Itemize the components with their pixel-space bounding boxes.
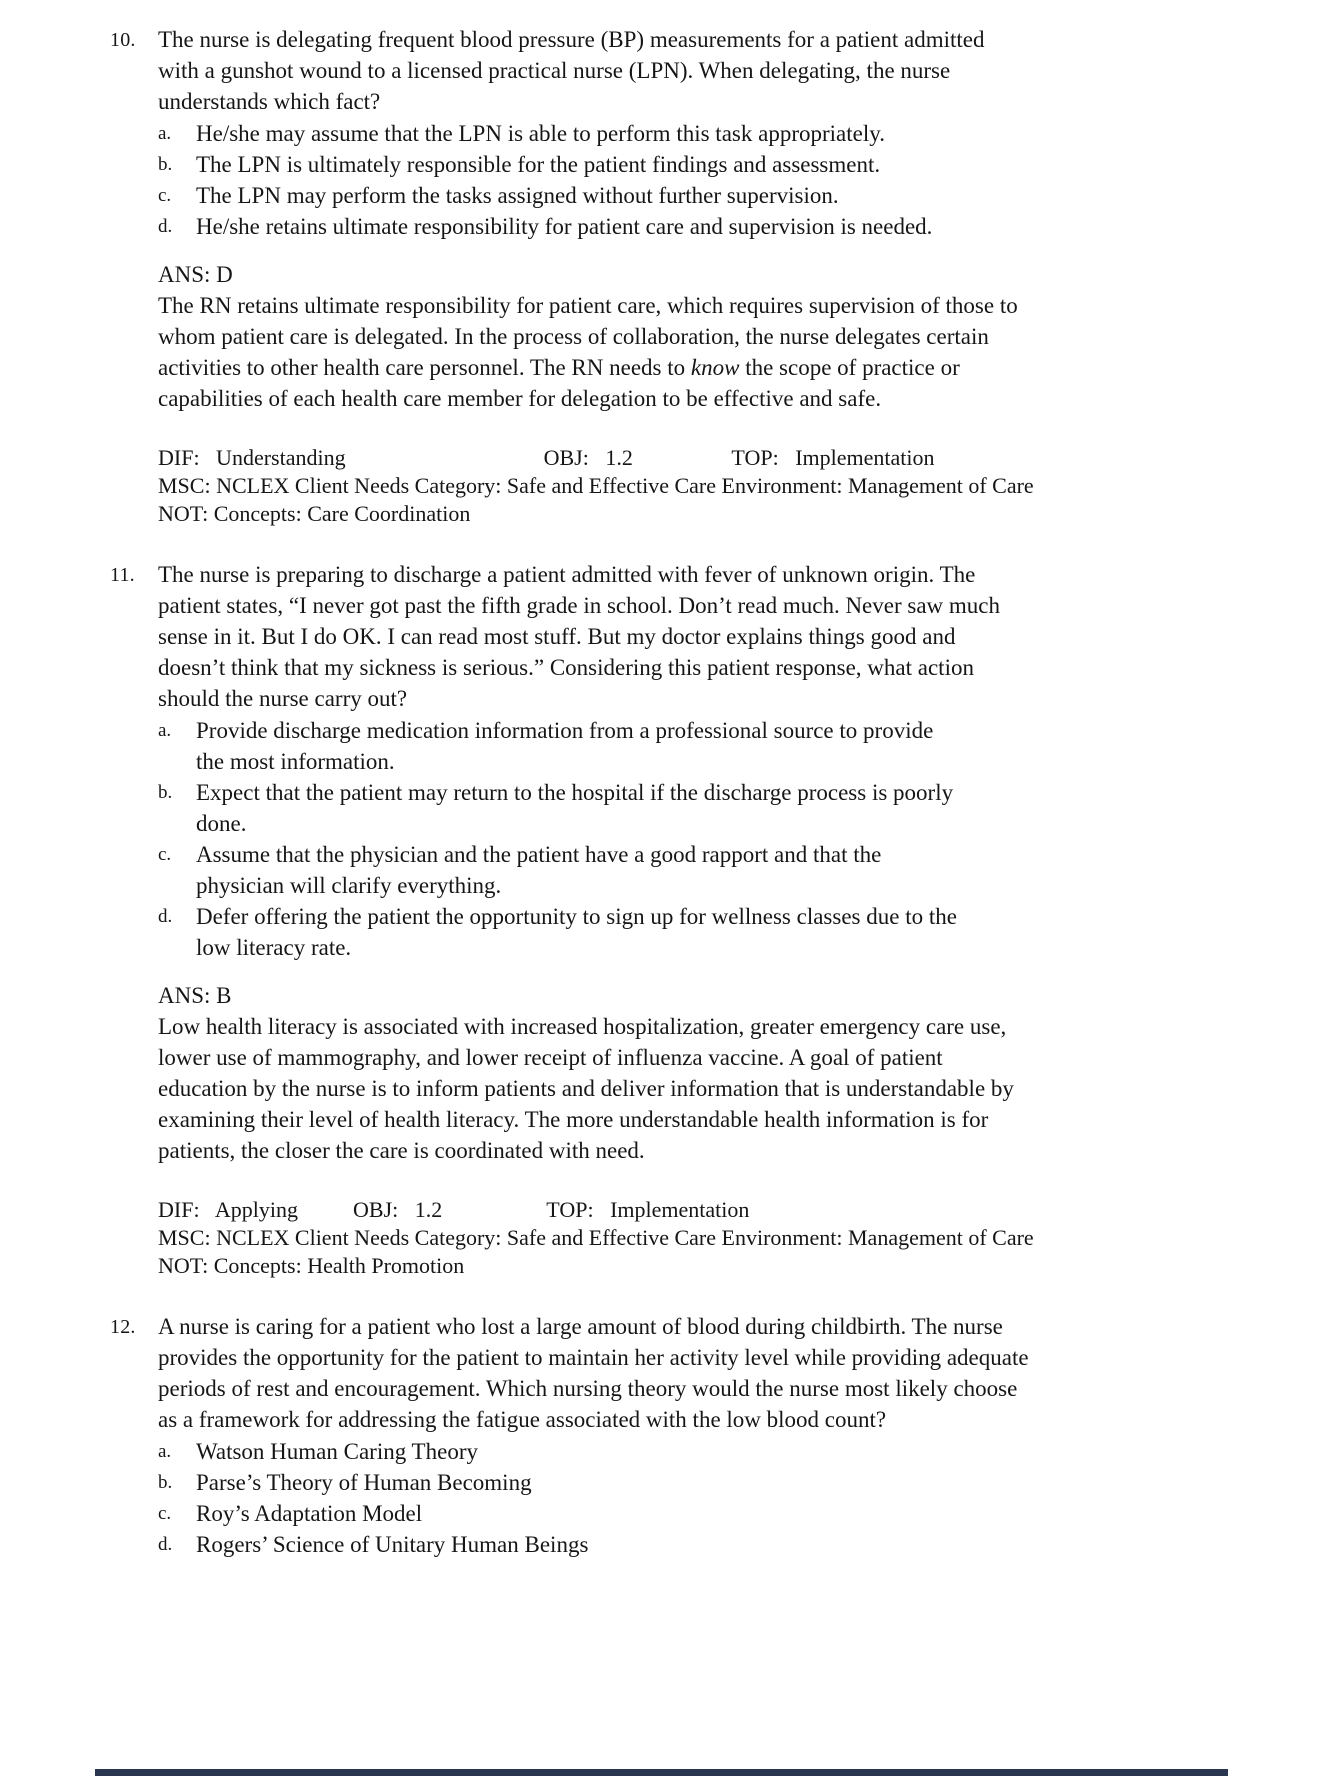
question-number: 12. [110, 1316, 136, 1338]
meta-not-line: NOT: Concepts: Care Coordination [158, 501, 471, 526]
rationale-part: The RN retains ultimate responsibility for patient care, which requires supervision of those to whom patient care is delegated. In the process of collaboration, the nurse delegates certain activities to other health care personnel. The RN needs to [158, 293, 1018, 380]
question-10 [110, 24, 1230, 528]
rationale-part: the scope of practice or capabilities of each health care member for delegation to be effective and safe. [158, 355, 960, 411]
option-letter: c. [158, 844, 172, 865]
option-text: The LPN may perform the tasks assigned without further supervision. [196, 183, 839, 208]
option-letter: a. [158, 1441, 172, 1462]
question-body [158, 559, 1230, 1280]
option-text: Parse’s Theory of Human Becoming [196, 1470, 532, 1495]
option-letter: d. [158, 216, 173, 237]
option-letter: a. [158, 123, 172, 144]
options-list [158, 715, 1230, 963]
option-letter: a. [158, 720, 172, 741]
rationale-text [158, 1011, 1230, 1166]
question-11 [110, 559, 1230, 1280]
option-b [158, 777, 1230, 839]
option-d [158, 1529, 1230, 1560]
meta-dif-line: DIF: Applying OBJ: 1.2 TOP: Implementation [158, 1197, 750, 1222]
meta-dif-line: DIF: Understanding OBJ: 1.2 TOP: Implementation [158, 445, 935, 470]
question-body [158, 24, 1230, 528]
option-text: Watson Human Caring Theory [196, 1439, 478, 1464]
options-list [158, 118, 1230, 242]
question-number: 11. [110, 564, 135, 586]
option-b [158, 149, 1230, 180]
meta-not-line: NOT: Concepts: Health Promotion [158, 1253, 465, 1278]
option-a [158, 1436, 1230, 1467]
option-a [158, 715, 1230, 777]
question-stem: The nurse is delegating frequent blood pressure (BP) measurements for a patient admitted with a gunshot wound to a licensed practical nurse (LPN). When delegating, the nurse understands which fact? [158, 27, 985, 114]
option-letter: d. [158, 906, 173, 927]
meta-block [158, 444, 1230, 528]
answer-line: ANS: B [158, 983, 232, 1008]
page-bottom-bar [95, 1769, 1228, 1776]
answer-block [158, 259, 1230, 414]
option-letter: b. [158, 1472, 173, 1493]
option-text: Roy’s Adaptation Model [196, 1501, 423, 1526]
question-stem: A nurse is caring for a patient who lost a large amount of blood during childbirth. The nurse provides the opportunity for the patient to maintain her activity level while providing adequate periods of rest and encouragement. Which nursing theory would the nurse most likely choose as a framework for addressing the fatigue associated with the low blood count? [158, 1314, 1029, 1432]
option-d [158, 211, 1230, 242]
option-c [158, 1498, 1230, 1529]
rationale-text [158, 290, 1230, 414]
option-c [158, 180, 1230, 211]
option-text: Assume that the physician and the patient have a good rapport and that the physician will clarify everything. [196, 842, 882, 898]
meta-msc-line: MSC: NCLEX Client Needs Category: Safe and Effective Care Environment: Management of Care [158, 473, 1034, 498]
option-text: He/she retains ultimate responsibility for patient care and supervision is needed. [196, 214, 933, 239]
option-letter: b. [158, 782, 173, 803]
option-text: Expect that the patient may return to the hospital if the discharge process is poorly done. [196, 780, 954, 836]
question-number: 10. [110, 29, 136, 51]
answer-block [158, 980, 1230, 1166]
option-text: Provide discharge medication information from a professional source to provide the most information. [196, 718, 934, 774]
option-text: Defer offering the patient the opportunity to sign up for wellness classes due to the low literacy rate. [196, 904, 957, 960]
question-12 [110, 1311, 1230, 1560]
option-b [158, 1467, 1230, 1498]
option-text: The LPN is ultimately responsible for the patient findings and assessment. [196, 152, 881, 177]
meta-msc-line: MSC: NCLEX Client Needs Category: Safe and Effective Care Environment: Management of Care [158, 1225, 1034, 1250]
options-list [158, 1436, 1230, 1560]
option-d [158, 901, 1230, 963]
question-stem: The nurse is preparing to discharge a patient admitted with fever of unknown origin. The patient states, “I never got past the fifth grade in school. Don’t read much. Never saw much sense in it. But I do OK. I can read most stuff. But my doctor explains things good and doesn’t think that my sickness is serious.” Considering this patient response, what action should the nurse carry out? [158, 562, 1001, 711]
option-text: He/she may assume that the LPN is able to perform this task appropriately. [196, 121, 885, 146]
option-letter: c. [158, 185, 172, 206]
option-letter: d. [158, 1534, 173, 1555]
answer-line: ANS: D [158, 262, 233, 287]
option-letter: b. [158, 154, 173, 175]
option-letter: c. [158, 1503, 172, 1524]
meta-block [158, 1196, 1230, 1280]
question-body [158, 1311, 1230, 1560]
option-a [158, 118, 1230, 149]
option-c [158, 839, 1230, 901]
option-text: Rogers’ Science of Unitary Human Beings [196, 1532, 589, 1557]
rationale-italic: know [690, 355, 740, 380]
rationale-part: Low health literacy is associated with increased hospitalization, greater emergency care use, lower use of mammography, and lower receipt of influenza vaccine. A goal of patient education by the nurse is to inform patients and deliver information that is understandable by examining their level of health literacy. The more understandable health information is for patients, the closer the care is coordinated with need. [158, 1014, 1014, 1163]
